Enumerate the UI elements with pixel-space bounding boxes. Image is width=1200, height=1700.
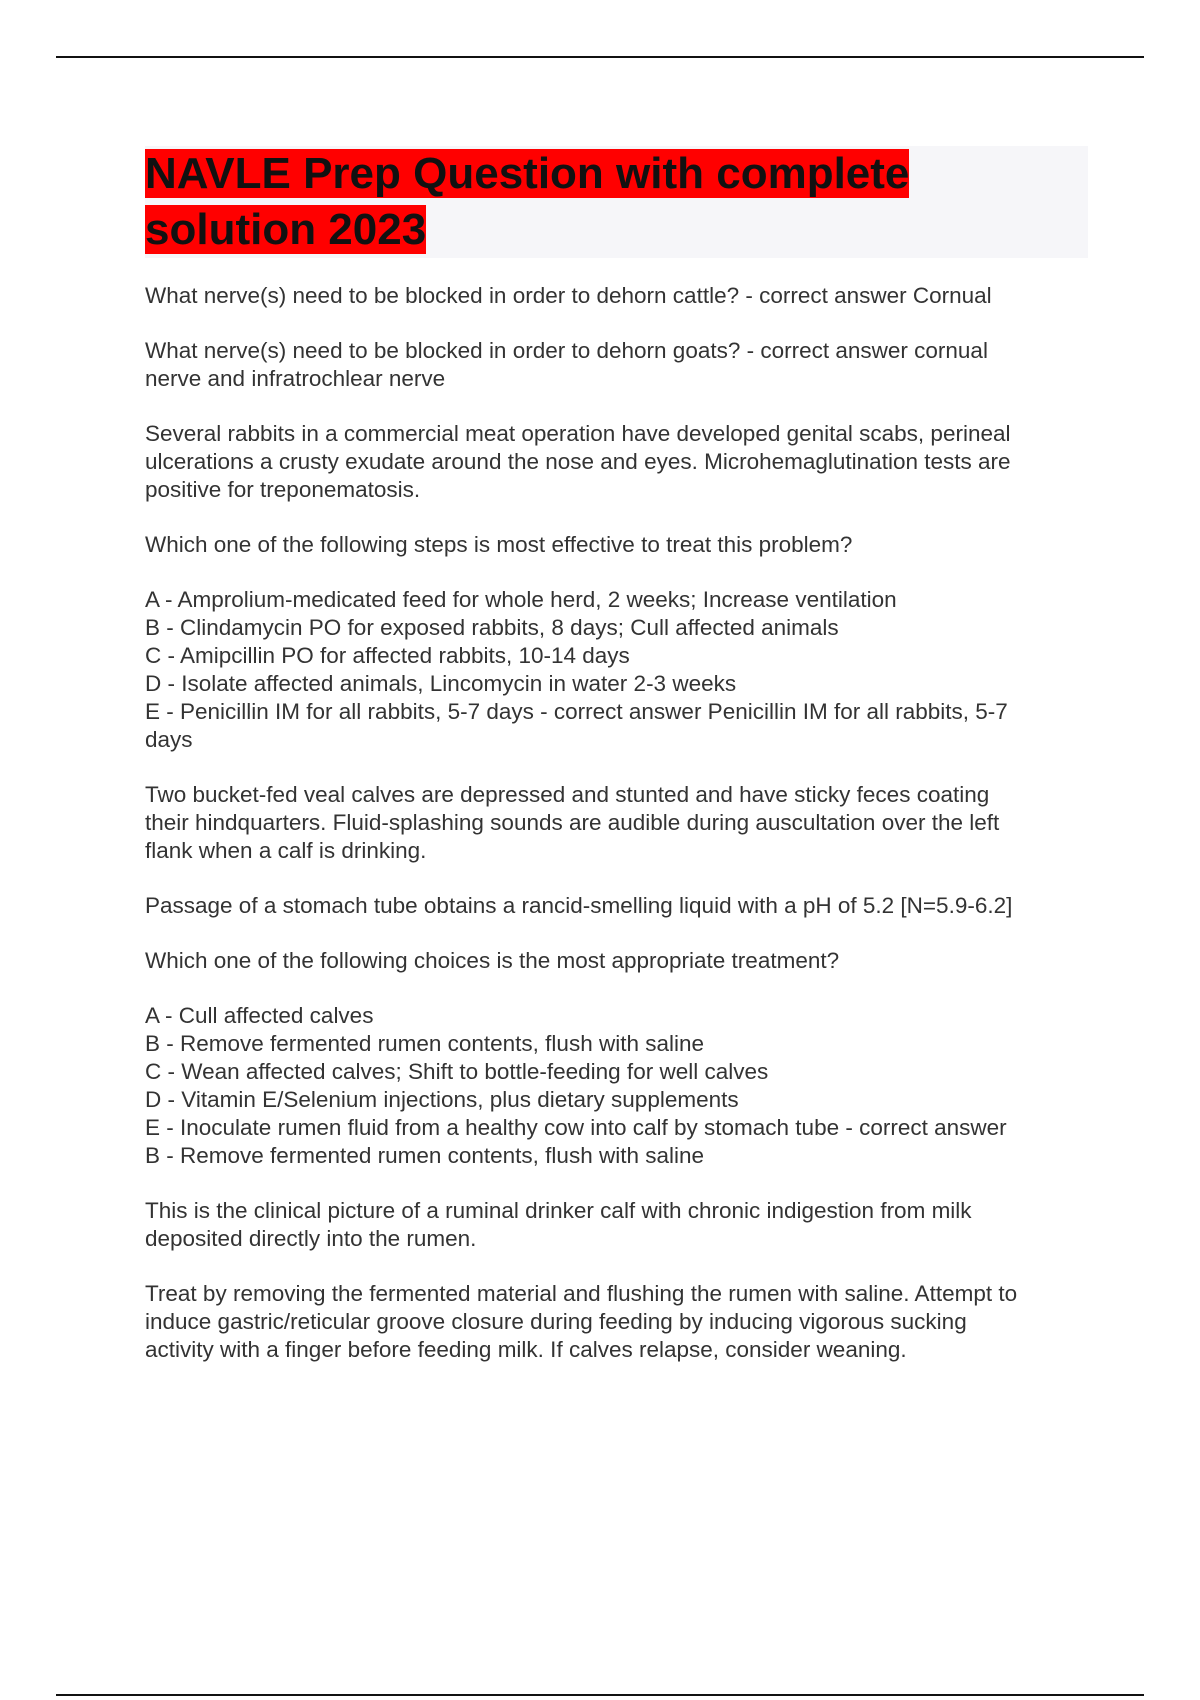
question-3-case [145, 420, 1095, 504]
question-2-line: What nerve(s) need to be blocked in order to dehorn goats? - correct answer cornual [145, 338, 988, 363]
question-3-prompt-text: Which one of the following steps is most effective to treat this problem? [145, 532, 853, 557]
option-d: D - Vitamin E/Selenium injections, plus dietary supplements [145, 1087, 739, 1112]
question-4-prompt [145, 947, 1095, 975]
treatment-line: Treat by removing the fermented material and flushing the rumen with saline. Attempt to [145, 1281, 1018, 1306]
option-c: C - Amipcillin PO for affected rabbits, 10-14 days [145, 643, 630, 668]
option-e-continued: days [145, 727, 193, 752]
page-title [145, 146, 1088, 258]
explanation-line: This is the clinical picture of a ruminal drinker calf with chronic indigestion from milk [145, 1198, 972, 1223]
treatment-line: induce gastric/reticular groove closure during feeding by inducing vigorous sucking [145, 1309, 967, 1334]
title-line-1: NAVLE Prep Question with complete [145, 149, 910, 198]
question-3-case-line: Several rabbits in a commercial meat operation have developed genital scabs, perineal [145, 421, 1011, 446]
question-4-case [145, 781, 1095, 865]
bottom-rule [56, 1694, 1144, 1696]
question-4-stomach-tube-text: Passage of a stomach tube obtains a rancid-smelling liquid with a pH of 5.2 [N=5.9-6.2] [145, 893, 1013, 918]
document-body [145, 282, 1095, 1391]
treatment-line: activity with a finger before feeding milk. If calves relapse, consider weaning. [145, 1337, 907, 1362]
question-3-case-line: positive for treponematosis. [145, 477, 421, 502]
question-4-stomach-tube [145, 892, 1095, 920]
top-rule [56, 56, 1144, 58]
correct-answer: B - Remove fermented rumen contents, flush with saline [145, 1143, 705, 1168]
question-4-case-line: their hindquarters. Fluid-splashing sounds are audible during auscultation over the left [145, 810, 1000, 835]
option-a: A - Cull affected calves [145, 1003, 374, 1028]
option-c: C - Wean affected calves; Shift to bottle-feeding for well calves [145, 1059, 769, 1084]
option-e-with-answer: E - Penicillin IM for all rabbits, 5-7 days - correct answer Penicillin IM for all rabbits, 5-7 [145, 699, 1008, 724]
explanation-line: deposited directly into the rumen. [145, 1226, 477, 1251]
question-4-case-line: Two bucket-fed veal calves are depressed and stunted and have sticky feces coating [145, 782, 990, 807]
option-e-with-answer: E - Inoculate rumen fluid from a healthy cow into calf by stomach tube - correct answer [145, 1115, 1007, 1140]
question-2-line: nerve and infratrochlear nerve [145, 366, 446, 391]
option-b: B - Clindamycin PO for exposed rabbits, 8 days; Cull affected animals [145, 615, 839, 640]
title-block [145, 146, 1088, 258]
option-a: A - Amprolium-medicated feed for whole herd, 2 weeks; Increase ventilation [145, 587, 897, 612]
option-d: D - Isolate affected animals, Lincomycin in water 2-3 weeks [145, 671, 737, 696]
question-4-case-line: flank when a calf is drinking. [145, 838, 427, 863]
title-line-2: solution 2023 [145, 205, 427, 254]
question-3-options [145, 586, 1095, 754]
question-3-case-line: ulcerations a crusty exudate around the nose and eyes. Microhemaglutination tests are [145, 449, 1011, 474]
option-b: B - Remove fermented rumen contents, flush with saline [145, 1031, 705, 1056]
question-4-treatment [145, 1280, 1095, 1364]
question-2 [145, 337, 1095, 393]
question-3-prompt [145, 531, 1095, 559]
question-4-prompt-text: Which one of the following choices is the most appropriate treatment? [145, 948, 840, 973]
question-4-options [145, 1002, 1095, 1170]
question-1 [145, 282, 1095, 310]
question-4-explanation [145, 1197, 1095, 1253]
question-1-text: What nerve(s) need to be blocked in order to dehorn cattle? - correct answer Cornual [145, 283, 992, 308]
